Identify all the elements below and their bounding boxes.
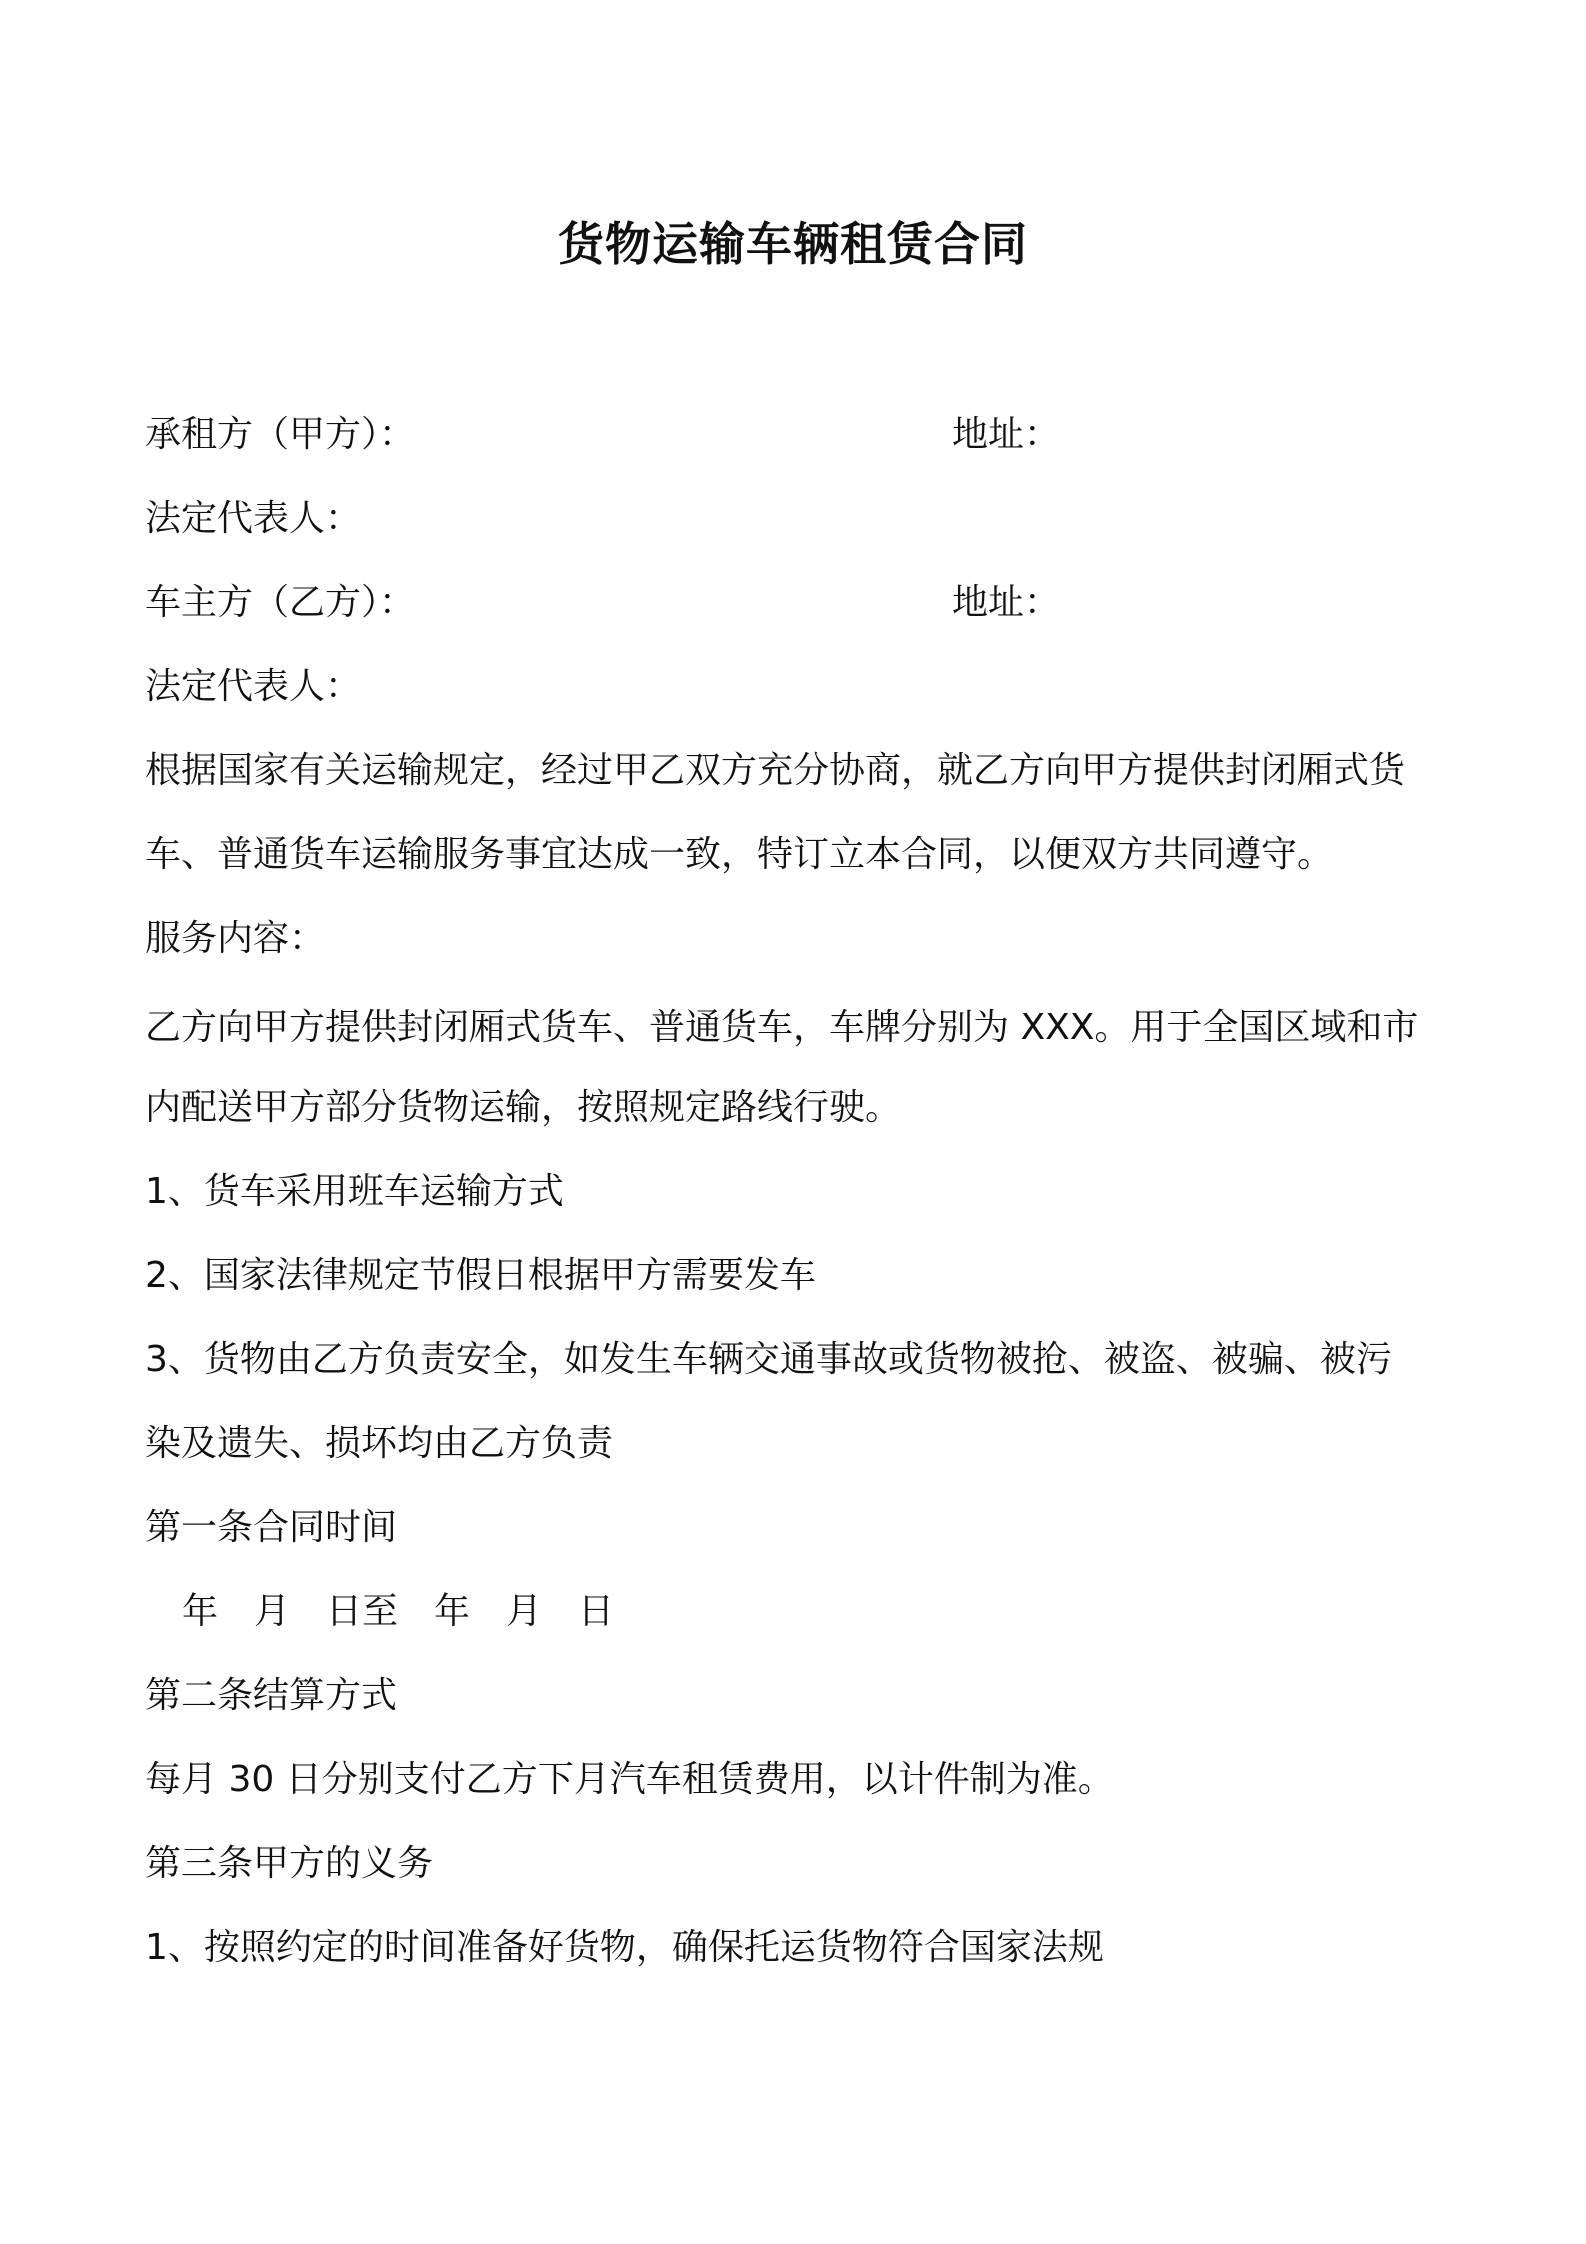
article-3-item-1: 1、按照约定的时间准备好货物，确保托运货物符合国家法规 bbox=[145, 1927, 1104, 1968]
owner-address-label: 地址： bbox=[952, 582, 1061, 623]
service-line-1: 乙方向甲方提供封闭厢式货车、普通货车，车牌分别为 XXX。用于全国区域和市 bbox=[145, 1007, 1419, 1048]
service-line-2: 内配送甲方部分货物运输，按照规定路线行驶。 bbox=[145, 1087, 902, 1128]
contract-period-date-line: 年 月 日至 年 月 日 bbox=[182, 1591, 615, 1632]
service-item-3-line-2: 染及遗失、损坏均由乙方负责 bbox=[145, 1423, 614, 1464]
service-item-1: 1、货车采用班车运输方式 bbox=[145, 1171, 564, 1212]
service-item-2: 2、国家法律规定节假日根据甲方需要发车 bbox=[145, 1255, 816, 1296]
article-1-heading: 第一条合同时间 bbox=[145, 1507, 398, 1548]
preamble-line-2: 车、普通货车运输服务事宜达成一致，特订立本合同，以便双方共同遵守。 bbox=[145, 834, 1334, 875]
lessee-address-label: 地址： bbox=[952, 414, 1061, 455]
contract-title: 货物运输车辆租赁合同 bbox=[558, 217, 1028, 271]
article-3-heading: 第三条甲方的义务 bbox=[145, 1843, 434, 1884]
service-heading: 服务内容： bbox=[145, 918, 326, 959]
article-2-heading: 第二条结算方式 bbox=[145, 1675, 398, 1716]
lessee-representative-label: 法定代表人： bbox=[145, 498, 362, 539]
owner-label: 车主方（乙方）： bbox=[145, 582, 416, 623]
preamble-line-1: 根据国家有关运输规定，经过甲乙双方充分协商，就乙方向甲方提供封闭厢式货 bbox=[145, 750, 1406, 791]
article-2-text: 每月 30 日分别支付乙方下月汽车租赁费用，以计件制为准。 bbox=[145, 1759, 1114, 1800]
owner-representative-label: 法定代表人： bbox=[145, 666, 362, 707]
service-item-3-line-1: 3、货物由乙方负责安全，如发生车辆交通事故或货物被抢、被盗、被骗、被污 bbox=[145, 1339, 1392, 1380]
lessee-label: 承租方（甲方）： bbox=[145, 414, 416, 455]
